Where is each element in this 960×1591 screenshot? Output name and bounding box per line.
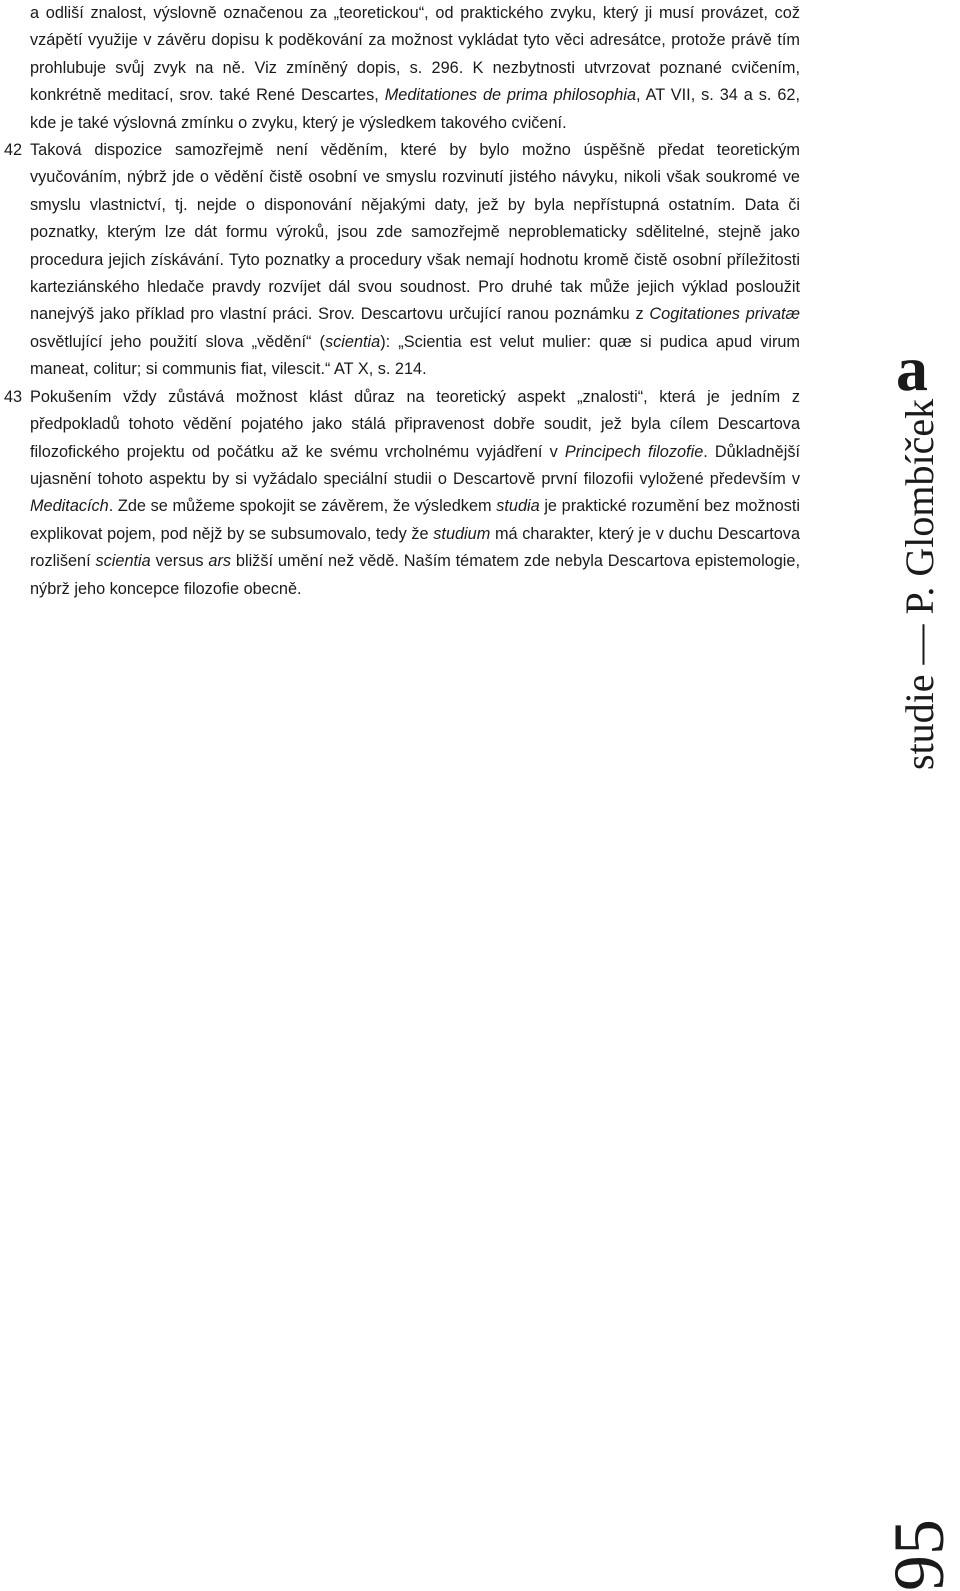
footnote-italic-segment: Meditationes de prima philosophia	[384, 86, 637, 105]
footnote-text	[30, 388, 800, 598]
footnote-italic-segment: ars	[208, 552, 232, 571]
footnote-segment: ): „Scientia est velut mulier: quæ si pudica apud virum maneat, colitur; si communis fiat, vilescit.“ AT X, s. 214.	[30, 332, 800, 379]
footnote-number: 42	[4, 141, 23, 160]
running-head	[882, 332, 950, 770]
footnote-number: 43	[4, 387, 23, 406]
footnote-43	[4, 384, 800, 603]
footnote-42	[4, 137, 800, 384]
footnote-italic-segment: Cogitationes privatæ	[649, 305, 800, 324]
footnote-text	[30, 4, 800, 132]
footnote-segment: je praktické rozumění bez možnosti explikovat pojem, pod nějž by se subsumovalo, tedy že	[30, 497, 800, 543]
footnote-italic-segment: scientia	[324, 332, 381, 351]
running-head-text: studie — P. Glombíček	[897, 398, 942, 770]
footnote-segment: bližší umění než vědě. Naším tématem zde nebyla Descartova epistemologie, nýbrž jeho koncepce filozofie obecně.	[30, 552, 800, 598]
footnote-segment: osvětlující jeho použití slova „vědění“ (	[30, 332, 325, 351]
footnote-text	[30, 141, 800, 378]
footnote-41-continuation	[30, 0, 800, 137]
footnote-segment: , AT VII, s. 34 a s. 62, kde je také výslovná zmínku o zvyku, který je výsledkem takového cvičení.	[30, 86, 800, 132]
footnote-italic-segment: studium	[433, 524, 491, 543]
footnote-segment: . Zde se můžeme spokojit se závěrem, že výsledkem	[108, 497, 497, 516]
footnote-italic-segment: studia	[496, 497, 540, 516]
footnote-italic-segment: Principech filozofie	[564, 442, 704, 461]
footnote-segment: a odliší znalost, výslovně označenou za „teoretickou“, od praktického zvyku, který ji musí provázet, což vzápětí využije v závěru dopisu k poděkování za možnost vykládat tyto věci adresátce, protože právě tím prohlubuje svůj zvyk na ně. Viz zmíněný dopis, s. 296. K nezbytnosti utvrzovat poznané cvičením, konkrétně meditací, srov. také René Descartes,	[30, 4, 800, 105]
footnote-segment: Taková dispozice samozřejmě není věděním, které by bylo možno úspěšně předat teoretickým vyučováním, nýbrž jde o vědění čistě osobní ve smyslu rozvinutí jistého návyku, nikoli však soukromé ve smyslu vlastnictví, tj. nejde o disponování nějakými daty, jež by byla nepřístupná ostatním. Data či poznatky, kterým lze dát formu výroků, jsou zde samozřejmě neproblematicky sdělitelné, stejně jako procedura jejich získávání. Tyto poznatky a procedury však nemají hodnotu kromě čistě osobní příležitosti karteziánského hledače pravdy rozvíjet dál svou soudnost. Pro druhé tak může jejich výklad posloužit nanejvýš jako příklad pro vlastní práci. Srov. Descartovu určující ranou poznámku z	[30, 141, 800, 324]
footnote-italic-segment: Meditacích	[30, 497, 109, 516]
footnote-segment: versus	[150, 552, 209, 571]
footnote-italic-segment: scientia	[95, 552, 151, 571]
journal-logo-mark: a	[896, 332, 928, 404]
page-number: 95	[879, 1519, 959, 1591]
footnote-segment: má charakter, který je v duchu Descartova rozlišení	[30, 524, 800, 571]
footnote-segment: . Důkladnější ujasnění tohoto aspektu by si vyžádalo speciální studii o Descartově první filozofii vyložené především v	[30, 442, 800, 488]
footnotes-column	[4, 0, 800, 603]
footnote-segment: Pokušením vždy zůstává možnost klást důraz na teoretický aspekt „znalosti“, která je jedním z předpokladů tohoto vědění pojatého jako stálá připravenost dobře soudit, jež byla cílem Descartova filozofického projektu od počátku až ke svému vrcholnému vyjádření v	[30, 387, 800, 461]
